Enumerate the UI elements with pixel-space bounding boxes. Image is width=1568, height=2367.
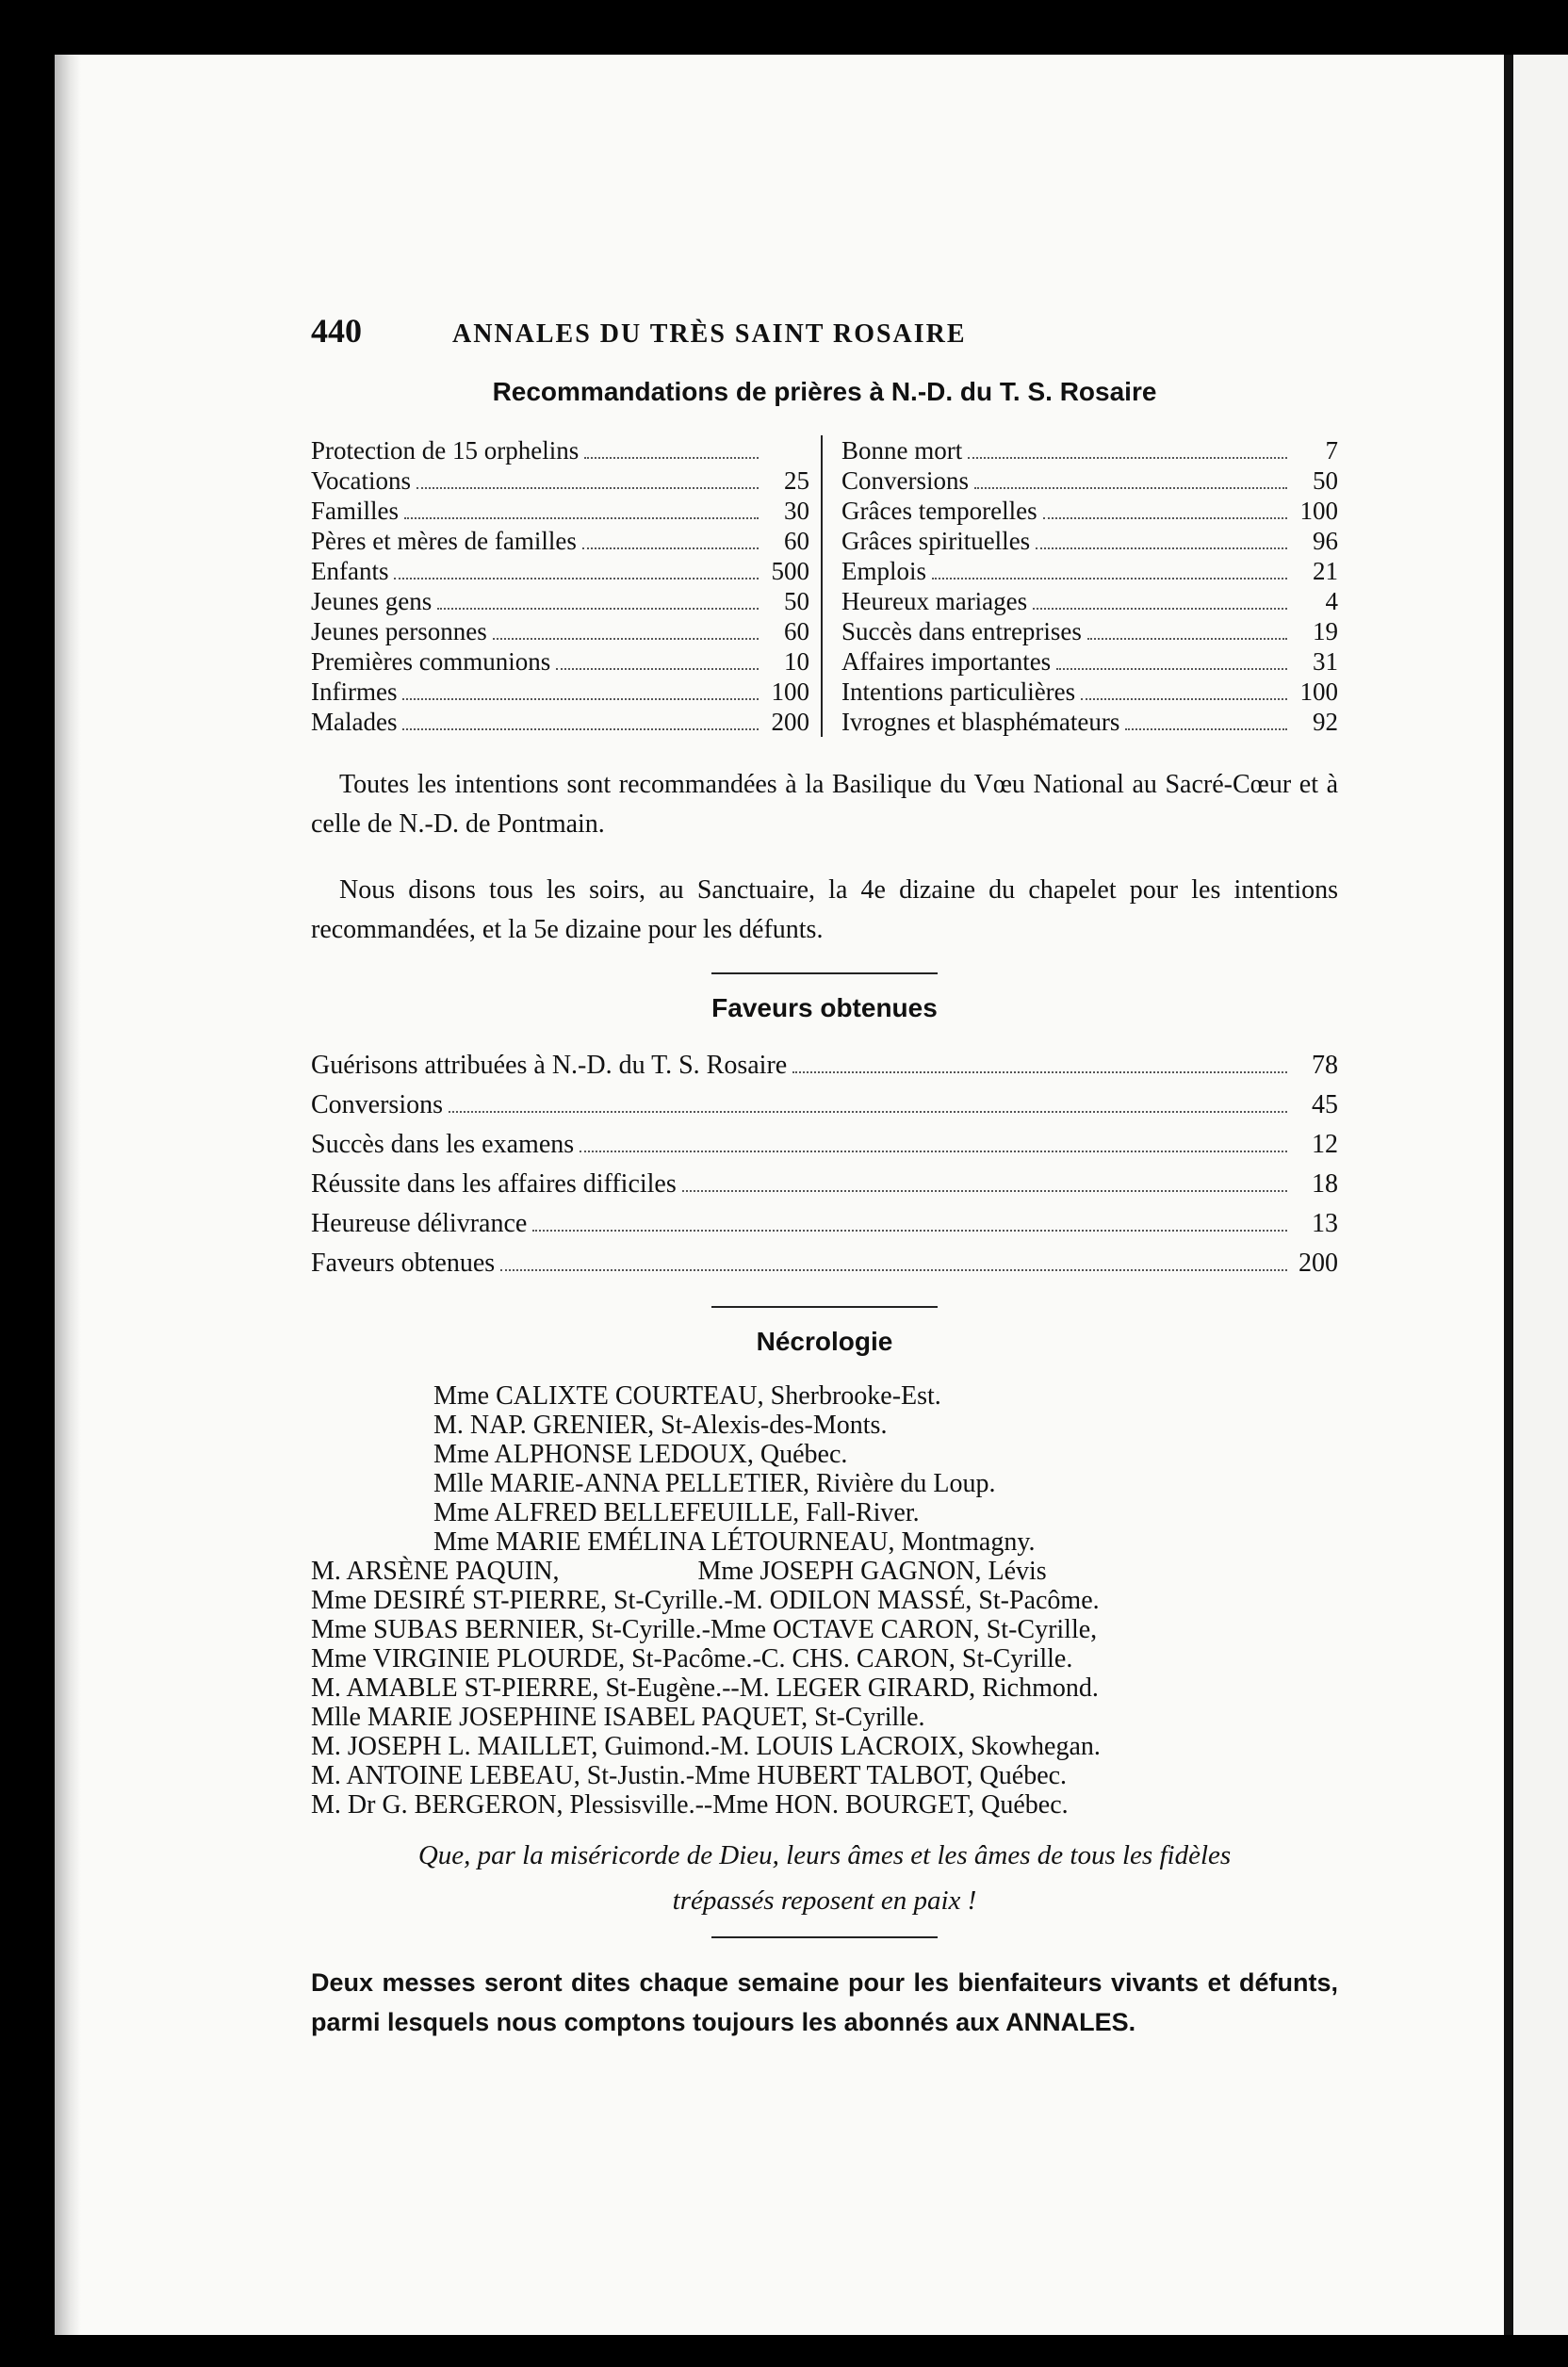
recommendation-row-count: 30 [784,497,809,525]
favor-row [311,1165,1338,1204]
favor-row-label: Succès dans les examens [311,1130,575,1159]
recommendation-row-label: Familles [311,497,399,525]
intentions-note: Toutes les intentions sont recommandées à la Basilique du Vœu National au Sacré-Cœur et à celle de N.-D. de Pontmain. [311,770,1338,839]
recommendation-row-label: Affaires importantes [841,647,1052,676]
dot-leader [556,668,759,670]
favor-row-label: Réussite dans les affaires difficiles [311,1169,677,1199]
favor-row-count: 13 [1312,1209,1338,1238]
page-gutter-shadow [55,55,81,2335]
recommendations-right-column [823,435,1338,737]
recommendation-row-label: Succès dans entreprises [841,617,1082,645]
recommendations-left-column [311,435,823,737]
recommendation-row-label: Conversions [841,466,969,495]
recommendation-row-count: 96 [1313,527,1338,555]
favor-row-label: Faveurs obtenues [311,1249,496,1278]
necrology-entry: M. NAP. GRENIER, St-Alexis-des-Monts. [433,1411,888,1440]
necrology-entry: M. AMABLE ST-PIERRE, St-Eugène.--M. LEGER GIRARD, Richmond. [311,1673,1099,1703]
recommendation-row [311,646,809,677]
recommendation-row-label: Malades [311,708,398,736]
favor-row-label: Conversions [311,1090,443,1119]
page-content [311,311,1338,2067]
page-right-edge [1504,55,1513,2335]
recommendation-row-count: 60 [784,617,809,645]
necrology-entry: Mlle MARIE JOSEPHINE ISABEL PAQUET, St-Cyrille. [311,1703,925,1732]
recommendation-row-label: Bonne mort [841,436,963,465]
recommendation-row-count: 50 [1313,466,1338,495]
recommendation-row [311,707,809,737]
dot-leader [437,608,759,610]
dot-leader [394,578,759,580]
favor-row [311,1125,1338,1165]
dot-leader [580,1151,1287,1152]
favors-title: Faveurs obtenues [711,993,938,1022]
prayer-text [311,1833,1338,1923]
recommendation-row-count: 500 [771,557,809,585]
recommendation-row [841,465,1338,496]
recommendation-row-count: 7 [1325,436,1338,465]
adjacent-page-strip [1513,55,1568,2335]
recommendation-row-count: 92 [1313,708,1338,736]
section-divider [711,1936,938,1938]
recommendation-row-label: Ivrognes et blasphémateurs [841,708,1120,736]
dot-leader [500,1269,1287,1271]
recommendation-row-label: Vocations [311,466,411,495]
necrology-entry: Mlle MARIE-ANNA PELLETIER, Rivière du Loup. [433,1469,996,1498]
favor-row [311,1244,1338,1283]
journal-title: ANNALES DU TRÈS SAINT ROSAIRE [452,319,967,349]
dot-leader [449,1111,1287,1113]
recommendation-row [311,586,809,616]
favor-row-count: 45 [1312,1090,1338,1119]
masses-note: Deux messes seront dites chaque semaine pour les bienfaiteurs vivants et défunts, parmi lesquels nous comptons toujours les abonnés aux ANNALES. [311,1968,1338,2036]
recommendation-row-label: Jeunes gens [311,587,433,615]
favor-row [311,1204,1338,1244]
favors-list [311,1046,1338,1283]
dot-leader [416,487,759,489]
favor-row-count: 200 [1298,1249,1338,1278]
dot-leader [1043,517,1287,519]
dot-leader [584,457,759,459]
recommendation-row-count: 100 [771,677,809,706]
necrology-entry: Mme VIRGINIE PLOURDE, St-Pacôme.-C. CHS. CARON, St-Cyrille. [311,1644,1073,1673]
recommendation-row-count: 60 [784,527,809,555]
necrology-entry: Mme DESIRÉ ST-PIERRE, St-Cyrille.-M. ODILON MASSÉ, St-Pacôme. [311,1586,1100,1615]
favor-row [311,1086,1338,1125]
recommendation-row-count: 31 [1313,647,1338,676]
dot-leader [1036,547,1287,549]
recommendation-row-count: 21 [1313,557,1338,585]
recommendation-row-count: 100 [1299,677,1338,706]
chaplet-note: Nous disons tous les soirs, au Sanctuaire, la 4e dizaine du chapelet pour les intentions recommandées, et la 5e dizaine pour les défunts. [311,875,1338,944]
dot-leader [792,1071,1287,1073]
section-divider [711,1306,938,1308]
recommendation-row [311,435,809,465]
recommendation-row [841,646,1338,677]
necrology-entry: M. ARSÈNE PAQUIN, Mme JOSEPH GAGNON, Lévis [311,1557,1047,1586]
recommendation-row-count: 50 [784,587,809,615]
dot-leader [1081,698,1287,700]
dot-leader [1087,638,1287,640]
recommendations-table [311,435,1338,737]
recommendation-row-label: Grâces spirituelles [841,527,1031,555]
favor-row-count: 18 [1312,1169,1338,1199]
recommendation-row-count: 19 [1313,617,1338,645]
necrology-entry: Mme SUBAS BERNIER, St-Cyrille.-Mme OCTAVE CARON, St-Cyrille, [311,1615,1098,1644]
recommendation-row [841,435,1338,465]
recommendation-row-count: 200 [771,708,809,736]
recommendation-row [841,677,1338,707]
recommendation-row-label: Premières communions [311,647,551,676]
recommendation-row [841,526,1338,556]
necrology-entry: Mme ALFRED BELLEFEUILLE, Fall-River. [433,1498,920,1527]
recommendation-row-count: 10 [784,647,809,676]
recommendation-row [311,556,809,586]
recommendation-row [841,556,1338,586]
recommendation-row-count: 4 [1325,587,1338,615]
necrology-entry: M. Dr G. BERGERON, Plessisville.--Mme HON. BOURGET, Québec. [311,1790,1069,1820]
recommendation-row [311,526,809,556]
dot-leader [582,547,759,549]
recommendation-row-label: Infirmes [311,677,398,706]
recommendation-row-label: Pères et mères de familles [311,527,577,555]
recommendation-row [841,616,1338,646]
recommendations-title: Recommandations de prières à N.-D. du T. S. Rosaire [492,377,1157,406]
recommendation-row [311,677,809,707]
recommendation-row-label: Intentions particulières [841,677,1076,706]
dot-leader [404,517,759,519]
recommendation-row [311,496,809,526]
recommendation-row-label: Grâces temporelles [841,497,1037,525]
dot-leader [1125,728,1287,730]
dot-leader [402,728,759,730]
favor-row [311,1046,1338,1086]
recommendation-row-label: Enfants [311,557,389,585]
necrology-entry: M. ANTOINE LEBEAU, St-Justin.-Mme HUBERT TALBOT, Québec. [311,1761,1068,1790]
necrology-entry: Mme CALIXTE COURTEAU, Sherbrooke-Est. [433,1381,941,1411]
favor-row-count: 78 [1312,1051,1338,1080]
recommendation-row-label: Heureux mariages [841,587,1028,615]
favor-row-label: Heureuse délivrance [311,1209,528,1238]
dot-leader [1033,608,1287,610]
necrology-entry: M. JOSEPH L. MAILLET, Guimond.-M. LOUIS LACROIX, Skowhegan. [311,1732,1101,1761]
recommendation-row-count: 100 [1299,497,1338,525]
running-head [311,311,1338,349]
necrology-list [311,1381,1338,1820]
dot-leader [1056,668,1287,670]
recommendation-row-count: 25 [784,466,809,495]
recommendation-row [311,465,809,496]
necrology-title: Nécrologie [756,1327,893,1356]
favor-row-count: 12 [1312,1130,1338,1159]
dot-leader [493,638,759,640]
page-number: 440 [311,312,362,350]
recommendation-row-label: Emplois [841,557,927,585]
dot-leader [974,487,1287,489]
section-divider [711,972,938,974]
recommendation-row [841,586,1338,616]
recommendation-row-label: Protection de 15 orphelins [311,436,580,465]
dot-leader [532,1230,1287,1232]
dot-leader [402,698,759,700]
recommendation-row [841,496,1338,526]
necrology-entry: Mme MARIE EMÉLINA LÉTOURNEAU, Montmagny. [433,1527,1036,1557]
prayer-line: trépassés reposent en paix ! [672,1885,977,1916]
favor-row-label: Guérisons attribuées à N.-D. du T. S. Rosaire [311,1051,788,1080]
recommendation-row [311,616,809,646]
prayer-line: Que, par la miséricorde de Dieu, leurs âmes et les âmes de tous les fidèles [417,1840,1232,1870]
recommendation-row [841,707,1338,737]
dot-leader [682,1190,1287,1192]
dot-leader [968,457,1287,459]
dot-leader [932,578,1287,580]
necrology-entry: Mme ALPHONSE LEDOUX, Québec. [433,1440,848,1469]
recommendation-row-label: Jeunes personnes [311,617,487,645]
